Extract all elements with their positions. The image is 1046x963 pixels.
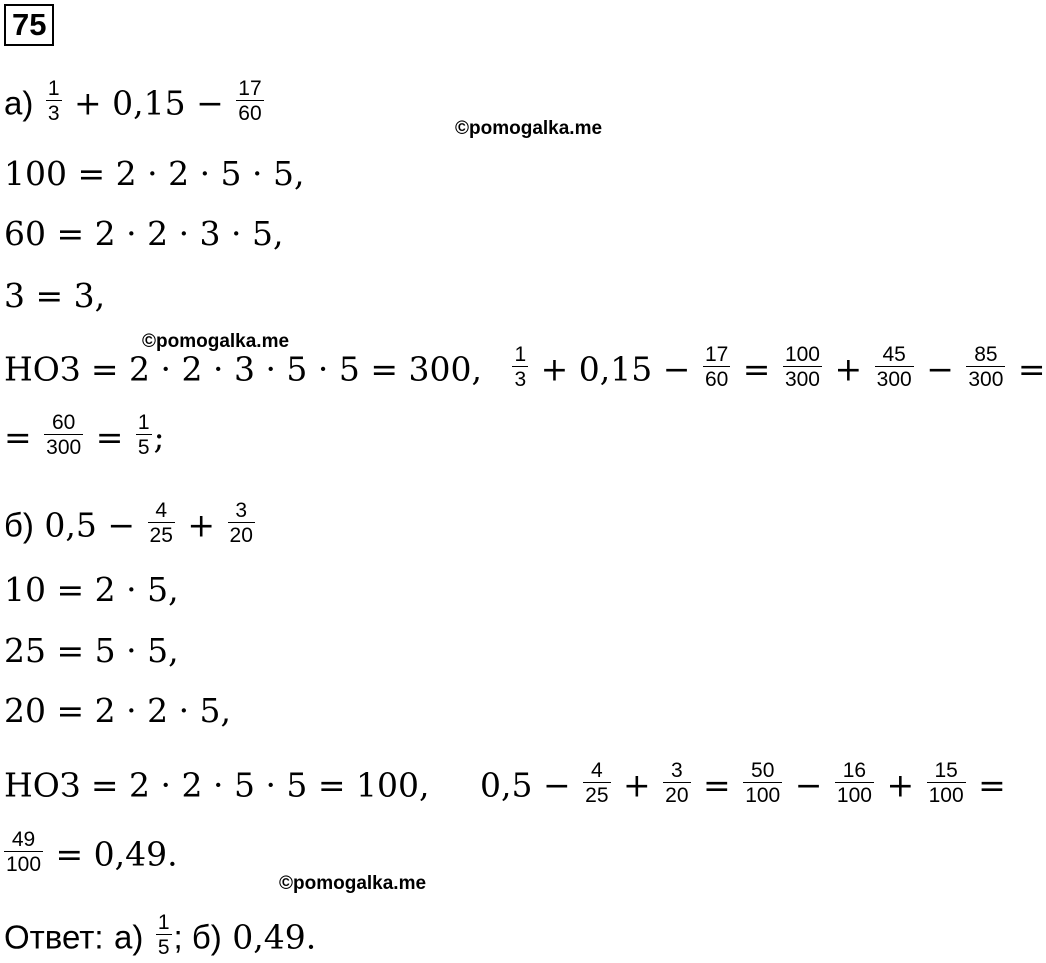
factorization-100: 100 = 2 · 2 · 5 · 5, xyxy=(4,154,305,193)
watermark: ©pomogalka.me xyxy=(455,118,603,139)
factorization-3: 3 = 3, xyxy=(4,276,106,315)
lcm-line-a: НОЗ = 2 · 2 · 3 · 5 · 5 = 300, $\frac{1}{3}$ + 0,15 − $\frac{17}{60}$ = $\frac{100}{300}$ + $\frac{45}{300}$ − $\frac{85}{300}$ = xyxy=(4,343,1046,392)
fraction: $\frac{17}{60}$ xyxy=(238,77,262,126)
result-line-b: $\frac{49}{100}$ = 0,49. xyxy=(6,828,178,877)
task-number: 75 xyxy=(4,4,54,46)
part-a-label: а) xyxy=(4,84,34,122)
watermark: ©pomogalka.me xyxy=(279,873,427,894)
lcm-line-b: НОЗ = 2 · 2 · 5 · 5 = 100, 0,5 − $\frac{4}{25}$ + $\frac{3}{20}$ = $\frac{50}{100}$ − $\frac{16}{100}$ + $\frac{15}{100}$ = xyxy=(4,759,1006,808)
factorization-25: 25 = 5 · 5, xyxy=(4,631,179,670)
part-a-expression: а) $\frac{1}{3}$ + 0,15 − $\frac{17}{60}$ xyxy=(4,77,262,126)
part-b-label: б) xyxy=(4,506,34,544)
answer-line: Ответ: а) $\frac{1}{5}$ ; б) 0,49. xyxy=(4,911,317,960)
part-b-expression: б) 0,5 − $\frac{4}{25}$ + $\frac{3}{20}$ xyxy=(4,499,253,548)
fraction: $\frac{1}{3}$ xyxy=(47,77,60,126)
watermark: ©pomogalka.me xyxy=(142,331,290,352)
result-line-a: = $\frac{60}{300}$ = $\frac{1}{5}$ ; xyxy=(4,411,165,460)
factorization-20: 20 = 2 · 2 · 5, xyxy=(4,691,232,730)
factorization-60: 60 = 2 · 2 · 3 · 5, xyxy=(4,214,284,253)
answer-label: Ответ: xyxy=(4,918,104,956)
factorization-10: 10 = 2 · 5, xyxy=(4,570,179,609)
